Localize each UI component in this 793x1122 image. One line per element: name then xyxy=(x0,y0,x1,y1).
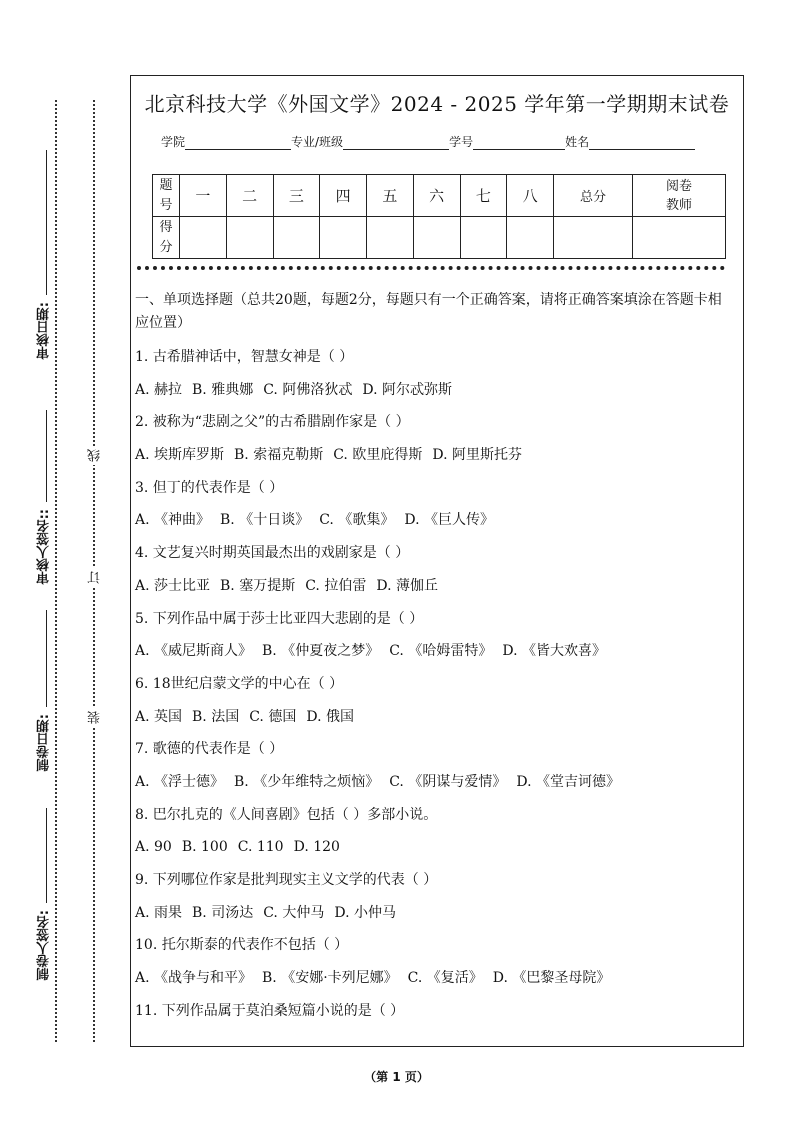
question-text: 2. 被称为“悲剧之父”的古希腊剧作家是（ ） xyxy=(135,414,410,431)
student-id-label: 学号 xyxy=(449,135,474,149)
col-header: 二 xyxy=(226,175,273,217)
option-row xyxy=(135,897,735,930)
question-text: 6. 18世纪启蒙文学的中心在（ ） xyxy=(135,675,344,692)
option-a[interactable]: A. 莎士比亚 xyxy=(135,577,211,594)
approve-date-label: 审核日期: xyxy=(38,298,51,363)
question-text: 11. 下列作品属于莫泊桑短篇小说的是（ ） xyxy=(135,1002,405,1019)
bind-char-bind: 装 xyxy=(86,708,105,727)
option-c[interactable]: C. 阿佛洛狄忒 xyxy=(263,381,353,398)
option-c[interactable]: C. 德国 xyxy=(249,708,297,725)
approve-sign-blank xyxy=(46,410,47,502)
option-row xyxy=(135,374,735,407)
name-field[interactable] xyxy=(589,137,695,150)
score-cell[interactable] xyxy=(273,217,320,259)
major-field[interactable] xyxy=(343,137,449,150)
make-sign-blank xyxy=(46,808,47,903)
option-row xyxy=(135,831,735,864)
option-c[interactable]: C. 《阴谋与爱情》 xyxy=(389,773,507,790)
option-a[interactable]: A. 英国 xyxy=(135,708,183,725)
option-b[interactable]: B. 雅典娜 xyxy=(192,381,254,398)
col-header: 八 xyxy=(507,175,554,217)
bind-char-line: 线 xyxy=(86,446,105,465)
exam-frame xyxy=(130,75,744,1047)
make-sign-label: 制卷人签名: xyxy=(38,906,51,984)
option-d[interactable]: D. 《巴黎圣母院》 xyxy=(492,970,611,987)
option-c[interactable]: C. 大仲马 xyxy=(263,904,325,921)
grader-label: 阅卷 教师 xyxy=(633,175,726,217)
score-label: 得 分 xyxy=(153,217,180,259)
option-d[interactable]: D. 阿尔忒弥斯 xyxy=(362,381,452,398)
score-table-header-row xyxy=(153,175,726,217)
question-text: 5. 下列作品中属于莎士比亚四大悲剧的是（ ） xyxy=(135,610,424,627)
option-d[interactable]: D. 小仲马 xyxy=(334,904,396,921)
question-list xyxy=(135,341,735,1027)
option-b[interactable]: B. 《少年维特之烦恼》 xyxy=(234,773,380,790)
question-text: 1. 古希腊神话中，智慧女神是（ ） xyxy=(135,349,354,365)
option-a[interactable]: A. 埃斯库罗斯 xyxy=(135,447,225,464)
score-table-score-row xyxy=(153,217,726,259)
option-a[interactable]: A. 《浮士德》 xyxy=(135,773,225,790)
option-a[interactable]: A. 《威尼斯商人》 xyxy=(135,643,253,660)
option-d[interactable]: D. 阿里斯托芬 xyxy=(432,447,522,464)
col-header: 五 xyxy=(367,175,414,217)
option-a[interactable]: A. 《战争与和平》 xyxy=(135,970,253,987)
option-b[interactable]: B. 司汤达 xyxy=(192,904,254,921)
option-d[interactable]: D. 《巨人传》 xyxy=(404,512,494,529)
question-text: 3. 但丁的代表作是（ ） xyxy=(135,479,284,496)
option-a[interactable]: A. 90 xyxy=(135,839,172,856)
score-cell[interactable] xyxy=(180,217,227,259)
option-c[interactable]: C. 欧里庇得斯 xyxy=(333,447,423,464)
col-header-total: 总分 xyxy=(554,175,633,217)
option-a[interactable]: A. 雨果 xyxy=(135,904,183,921)
score-table xyxy=(152,174,726,259)
major-label: 专业/班级 xyxy=(291,135,344,149)
score-cell[interactable] xyxy=(413,217,460,259)
dotted-separator xyxy=(137,266,725,270)
question-text: 9. 下列哪位作家是批判现实主义文学的代表（ ） xyxy=(135,872,438,888)
option-c[interactable]: C. 《歌集》 xyxy=(319,512,395,529)
option-b[interactable]: B. 《仲夏夜之梦》 xyxy=(262,643,380,660)
option-c[interactable]: C. 《复活》 xyxy=(407,970,483,987)
make-date-label: 制卷日期: xyxy=(38,710,51,775)
make-date-blank xyxy=(46,610,47,707)
score-cell[interactable] xyxy=(320,217,367,259)
name-label: 姓名 xyxy=(565,135,590,149)
question-text: 4. 文艺复兴时期英国最杰出的戏剧家是（ ） xyxy=(135,545,410,562)
college-label: 学院 xyxy=(161,135,186,149)
option-c[interactable]: C. 拉伯雷 xyxy=(305,577,367,594)
question-number-label: 题 号 xyxy=(153,175,180,217)
option-row xyxy=(135,504,735,537)
option-b[interactable]: B. 塞万提斯 xyxy=(220,577,296,594)
option-row xyxy=(135,962,735,995)
approve-sign-label: 审核人签名:: xyxy=(38,505,51,588)
col-header: 四 xyxy=(320,175,367,217)
option-a[interactable]: A. 赫拉 xyxy=(135,381,183,398)
score-cell[interactable] xyxy=(367,217,414,259)
option-b[interactable]: B. 《十日谈》 xyxy=(220,512,310,529)
col-header: 六 xyxy=(413,175,460,217)
option-d[interactable]: D. 120 xyxy=(293,839,340,856)
score-cell[interactable] xyxy=(460,217,507,259)
score-cell[interactable] xyxy=(226,217,273,259)
student-id-field[interactable] xyxy=(473,137,565,150)
bind-char-stitch: 订 xyxy=(86,568,105,587)
option-row xyxy=(135,570,735,603)
option-b[interactable]: B. 100 xyxy=(181,839,228,856)
exam-title: 北京科技大学《外国文学》2024 - 2025 学年第一学期期末试卷 xyxy=(144,92,730,116)
college-field[interactable] xyxy=(185,137,291,150)
option-b[interactable]: B. 《安娜·卡列尼娜》 xyxy=(262,970,398,987)
score-cell[interactable] xyxy=(507,217,554,259)
option-c[interactable]: C. 《哈姆雷特》 xyxy=(389,643,493,660)
option-row xyxy=(135,766,735,799)
score-cell-total[interactable] xyxy=(554,217,633,259)
option-row xyxy=(135,701,735,734)
option-b[interactable]: B. 索福克勒斯 xyxy=(234,447,324,464)
option-a[interactable]: A. 《神曲》 xyxy=(135,512,211,529)
option-d[interactable]: D. 《皆大欢喜》 xyxy=(502,643,606,660)
question-text: 10. 托尔斯泰的代表作不包括（ ） xyxy=(135,937,349,954)
col-header: 七 xyxy=(460,175,507,217)
question-text: 8. 巴尔扎克的《人间喜剧》包括（ ）多部小说。 xyxy=(135,806,438,823)
option-d[interactable]: D. 俄国 xyxy=(306,708,354,725)
option-b[interactable]: B. 法国 xyxy=(192,708,240,725)
col-header: 一 xyxy=(180,175,227,217)
grader-cell[interactable] xyxy=(633,217,726,259)
section-intro: 一、单项选择题（总共20题，每题2分，每题只有一个正确答案，请将正确答案填涂在答题卡相应位置） xyxy=(135,292,722,331)
option-row xyxy=(135,439,735,472)
page-number: （第 1 页） xyxy=(364,1070,429,1084)
student-info-row xyxy=(161,133,695,150)
col-header: 三 xyxy=(273,175,320,217)
approve-date-blank xyxy=(46,150,47,295)
option-row xyxy=(135,635,735,668)
question-text: 7. 歌德的代表作是（ ） xyxy=(135,741,284,758)
question-section xyxy=(135,289,735,1027)
option-d[interactable]: D. 薄伽丘 xyxy=(376,577,438,594)
option-c[interactable]: C. 110 xyxy=(237,839,284,856)
option-d[interactable]: D. 《堂吉诃德》 xyxy=(516,773,620,790)
binding-dotted-line-outer xyxy=(55,100,57,1042)
